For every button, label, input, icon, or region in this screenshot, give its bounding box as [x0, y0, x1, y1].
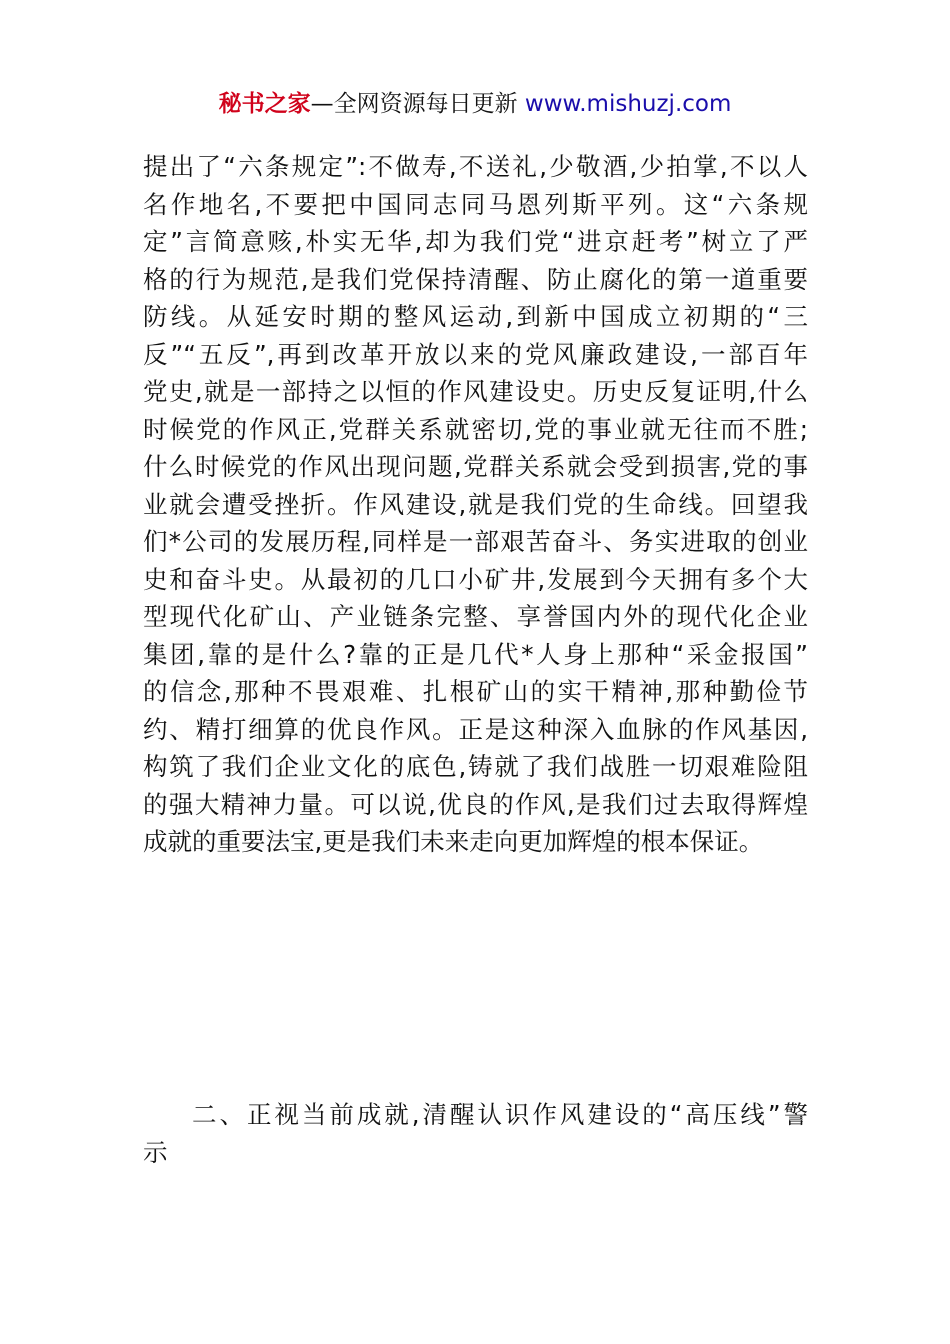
paragraph-line: 构筑了我们企业文化的底色,铸就了我们战胜一切艰难险阻	[143, 752, 808, 781]
paragraph-line: 们*公司的发展历程,同样是一部艰苦奋斗、务实进取的创业	[143, 527, 808, 556]
paragraph-line: 约、精打细算的优良作风。正是这种深入血脉的作风基因,	[143, 714, 808, 744]
site-header	[0, 86, 950, 122]
paragraph-line: 定”言简意赅,朴实无华,却为我们党“进京赶考”树立了严	[143, 227, 808, 256]
paragraph-line: 的强大精神力量。可以说,优良的作风,是我们过去取得辉煌	[143, 789, 808, 819]
body-paragraph	[143, 148, 808, 861]
paragraph-line: 格的行为规范,是我们党保持清醒、防止腐化的第一道重要	[143, 264, 808, 294]
site-tagline: —全网资源每日更新	[310, 91, 525, 117]
paragraph-line: 反”“五反”,再到改革开放以来的党风廉政建设,一部百年	[143, 339, 808, 369]
paragraph-line: 什么时候党的作风出现问题,党群关系就会受到损害,党的事	[143, 452, 808, 481]
site-url[interactable]: www.mishuzj.com	[524, 91, 732, 117]
paragraph-line: 集团,靠的是什么?靠的正是几代*人身上那种“采金报国”	[143, 639, 808, 669]
paragraph-line: 史和奋斗史。从最初的几口小矿井,发展到今天拥有多个大	[143, 564, 808, 594]
paragraph-line: 防线。从延安时期的整风运动,到新中国成立初期的“三	[143, 302, 808, 331]
heading-line: 二、正视当前成就,清醒认识作风建设的“高压线”警	[192, 1100, 808, 1129]
paragraph-line: 业就会遭受挫折。作风建设,就是我们党的生命线。回望我	[143, 489, 808, 519]
paragraph-line: 的信念,那种不畏艰难、扎根矿山的实干精神,那种勤俭节	[143, 677, 808, 706]
paragraph-line: 成就的重要法宝,更是我们未来走向更加辉煌的根本保证。	[143, 827, 764, 856]
paragraph-line: 提出了“六条规定”:不做寿,不送礼,少敬酒,少拍掌,不以人	[143, 152, 808, 181]
site-brand: 秘书之家	[218, 91, 311, 117]
heading-line: 示	[143, 1137, 168, 1167]
paragraph-line: 型现代化矿山、产业链条完整、享誉国内外的现代化企业	[143, 602, 808, 631]
paragraph-line: 时候党的作风正,党群关系就密切,党的事业就无往而不胜;	[143, 414, 808, 444]
paragraph-line: 党史,就是一部持之以恒的作风建设史。历史反复证明,什么	[143, 377, 808, 406]
section-heading	[143, 1096, 808, 1171]
paragraph-line: 名作地名,不要把中国同志同马恩列斯平列。这“六条规	[143, 189, 808, 219]
